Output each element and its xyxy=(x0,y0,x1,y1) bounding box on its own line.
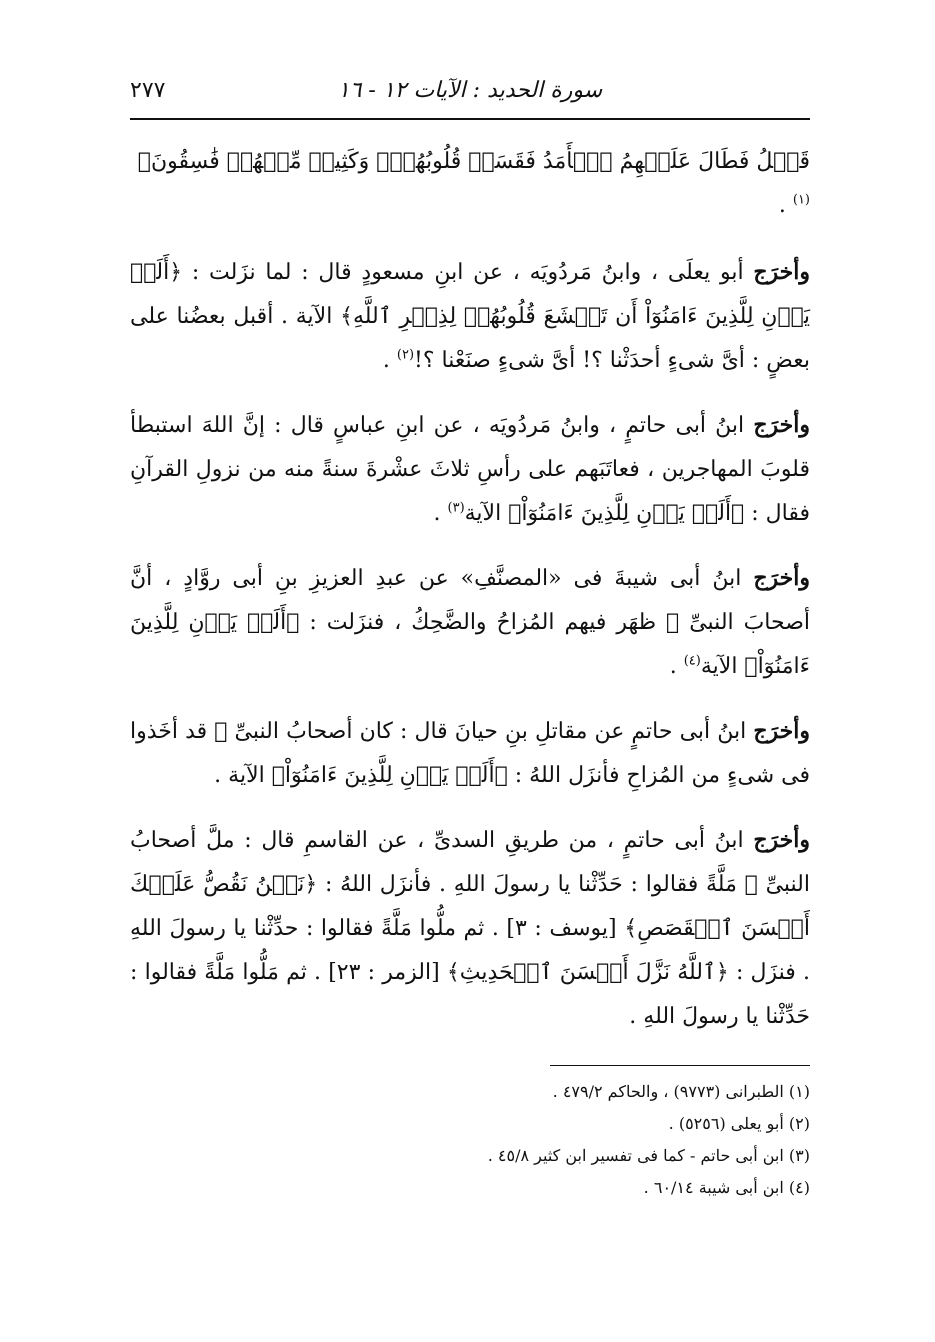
page-body xyxy=(130,120,810,1039)
opening-verse-line xyxy=(130,140,810,228)
opening-verse-text: قَبۡلُ فَطَالَ عَلَيۡهِمُ ٱلۡأَمَدُ فَقَسَتۡ قُلُوبُهُمۡۖ وَكَثِيرٞ مِّنۡهُمۡ فَٰسِقُونَ﴾ xyxy=(137,149,810,174)
opening-end: . xyxy=(778,193,793,218)
paragraph-end: . xyxy=(669,654,684,679)
page-header xyxy=(130,70,810,120)
paragraph-end: . xyxy=(433,501,448,526)
paragraph-text: أبو يعلَى ، وابنُ مَردُويَه ، عن ابنِ مسعودٍ قال : لما نزَلت : ﴿أَلَمۡ يَأۡنِ لِلَّذِينَ ءَامَنُوٓاْ أَن تَخۡشَعَ قُلُوبُهُمۡ لِذِكۡرِ ٱللَّهِ﴾ الآية . أقبل بعضُنا على بعضٍ : أىَّ شىءٍ أحدَثْنا ؟! أىَّ شىءٍ صنَعْنا ؟! xyxy=(130,260,810,373)
footnotes xyxy=(130,1076,810,1204)
footnote-item: (٤) ابن أبى شيبة ٦٠/١٤ . xyxy=(643,1178,810,1197)
footnote-item: (٢) أبو يعلى (٥٢٥٦) . xyxy=(668,1114,810,1133)
paragraph xyxy=(130,818,810,1039)
footnote-ref: (٢) xyxy=(396,347,415,363)
paragraph xyxy=(130,250,810,383)
footnote-ref: (١) xyxy=(792,192,810,208)
running-title: سورة الحديد : الآيات ١٢ - ١٦ xyxy=(337,78,603,103)
paragraph-lead: وأخرَج xyxy=(753,412,810,438)
footnote-ref: (٤) xyxy=(683,653,701,669)
footnote-divider xyxy=(550,1065,810,1066)
paragraph-lead: وأخرَج xyxy=(753,718,810,744)
footnote-item: (٣) ابن أبى حاتم - كما فى تفسير ابن كثير ٤٥/٨ . xyxy=(487,1146,810,1165)
paragraph-lead: وأخرَج xyxy=(753,259,810,285)
paragraph-lead: وأخرَج xyxy=(753,565,810,591)
paragraph-text: ابنُ أبى حاتمٍ ، من طريقِ السدىِّ ، عن القاسمِ قال : ملَّ أصحابُ النبىِّ ﷺ مَلَّةً فقالوا : حَدِّثْنا يا رسولَ اللهِ . فأنزَل اللهُ : ﴿نَحۡنُ نَقُصُّ عَلَيۡكَ أَحۡسَنَ ٱلۡقَصَصِ﴾ [يوسف : ٣] . ثم ملُّوا مَلَّةً فقالوا : حدِّثْنا يا رسولَ اللهِ . فنزَل : ﴿ٱللَّهُ نَزَّلَ أَحۡسَنَ ٱلۡحَدِيثِ﴾ [الزمر : ٢٣] . ثم مَلُّوا مَلَّةً فقالوا : حَدِّثْنا يا رسولَ اللهِ . xyxy=(130,828,810,1029)
paragraph xyxy=(130,709,810,798)
page-number: ٢٧٧ xyxy=(130,78,166,103)
paragraph-text: ابنُ أبى حاتمٍ عن مقاتلِ بنِ حيانَ قال : كان أصحابُ النبىِّ ﷺ قد أخَذوا فى شىءٍ من المُزاحِ فأنزَل اللهُ : ﴿أَلَمۡ يَأۡنِ لِلَّذِينَ ءَامَنُوٓاْ﴾ الآية . xyxy=(130,719,810,788)
book-page xyxy=(130,70,810,1204)
footnote-ref: (٣) xyxy=(447,500,465,516)
footnote-item: (١) الطبرانى (٩٧٧٣) ، والحاكم ٤٧٩/٢ . xyxy=(552,1082,810,1101)
paragraph-lead: وأخرَج xyxy=(753,827,810,853)
paragraph xyxy=(130,556,810,689)
paragraph-text: ابنُ أبى شيبةَ فى «المصنَّفِ» عن عبدِ العزيزِ بنِ أبى روَّادٍ ، أنَّ أصحابَ النبىِّ ﷺ ظهَر فيهم المُزاحُ والضَّحِكُ ، فنزَلت : ﴿أَلَمۡ يَأۡنِ لِلَّذِينَ ءَامَنُوٓاْ﴾ الآية xyxy=(130,566,810,679)
paragraph xyxy=(130,403,810,536)
paragraph-end: . xyxy=(382,348,397,373)
paragraph-text: ابنُ أبى حاتمٍ ، وابنُ مَردُويَه ، عن ابنِ عباسٍ قال : إنَّ اللهَ استبطأ قلوبَ المهاجرين ، فعاتَبَهم على رأسِ ثلاثَ عشْرةَ سنةً منه من نزولِ القرآنِ فقال : ﴿أَلَمۡ يَأۡنِ لِلَّذِينَ ءَامَنُوٓاْ﴾ الآية xyxy=(130,413,810,526)
